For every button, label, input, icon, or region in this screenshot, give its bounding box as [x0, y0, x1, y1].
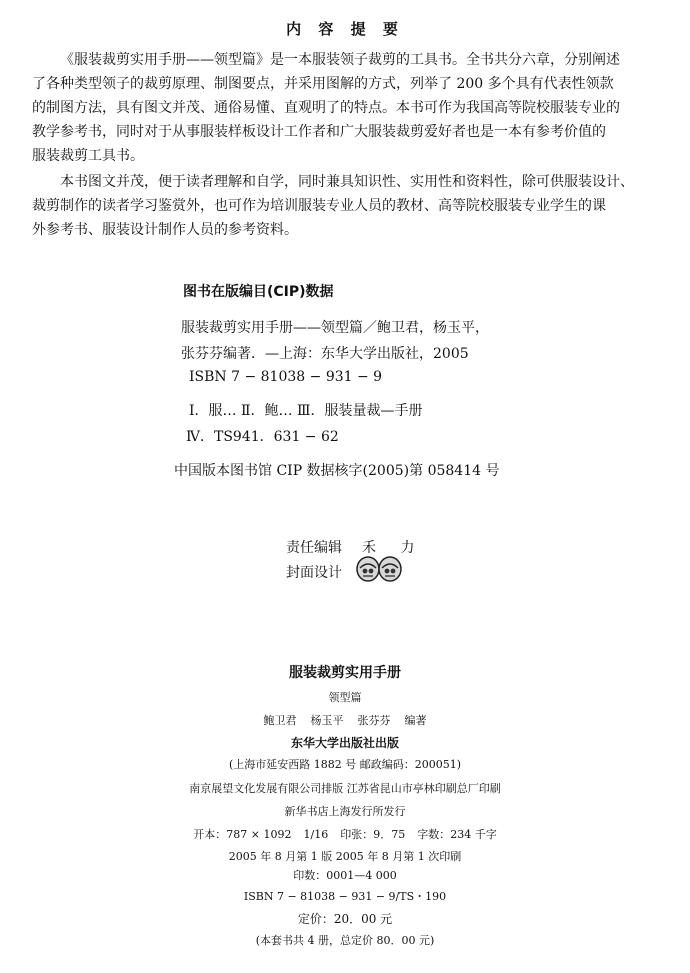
summary-p1-line: 服装裁剪工具书。 — [32, 148, 144, 164]
spec-sheets: 印张：9．75 — [340, 828, 406, 841]
cover-role: 封面设计 — [286, 565, 342, 581]
summary-p2-line: 本书图文并茂，便于读者理解和自学，同时兼具知识性、实用性和资料性，除可供服装设计、 — [60, 174, 634, 190]
summary-p2-line: 外参考书、服装设计制作人员的参考资料。 — [32, 222, 298, 238]
summary-heading: 内 容 提 要 — [286, 20, 404, 38]
summary-p2-line: 裁剪制作的读者学习鉴赏外，也可作为培训服装专业人员的教材、高等院校服装专业学生的课 — [32, 198, 606, 214]
cover-designer-logo-icon — [354, 554, 406, 584]
colophon-printing: 南京展望文化发展有限公司排版 江苏省昆山市亭林印刷总厂印刷 — [189, 782, 501, 795]
cip-title-line: 服装裁剪实用手册——领型篇／鲍卫君，杨玉平， — [181, 320, 489, 336]
editor-name: 禾 力 — [362, 540, 425, 556]
spec-size: 1/16 — [303, 828, 329, 841]
colophon-specs — [0, 826, 690, 842]
colophon-subtitle: 领型篇 — [328, 691, 362, 704]
cip-subject-line: Ⅰ．服… Ⅱ．鲍… Ⅲ．服装量裁—手册 — [189, 403, 423, 419]
spec-wordcount: 字数：234 千字 — [417, 828, 497, 841]
summary-p1-line: 《服装裁剪实用手册——领型篇》是一本服装领子裁剪的工具书。全书共分六章，分别阐述 — [60, 52, 620, 68]
summary-paragraph-2 — [32, 170, 668, 242]
cip-record-number: 中国版本图书馆 CIP 数据核字(2005)第 058414 号 — [174, 463, 500, 479]
summary-p1-line: 教学参考书，同时对于从事服装样板设计工作者和广大服装裁剪爱好者也是一本有参考价值的 — [32, 124, 606, 140]
colophon-edition: 2005 年 8 月第 1 版 2005 年 8 月第 1 次印刷 — [228, 850, 462, 863]
summary-p1-line: 了各种类型领子的裁剪原理、制图要点，并采用图解的方式，列举了 200 多个具有代表性领款 — [32, 76, 614, 92]
colophon-address: (上海市延安西路 1882 号 邮政编码：200051) — [228, 758, 462, 771]
cip-publisher-line: 张芬芬编著．—上海：东华大学出版社，2005 — [181, 346, 469, 362]
cip-isbn-line: ISBN 7 − 81038 − 931 − 9 — [189, 369, 383, 385]
summary-paragraph-1 — [32, 48, 668, 168]
colophon-print-run: 印数：0001—4 000 — [293, 869, 397, 882]
colophon-price: 定价：20．00 元 — [297, 912, 393, 926]
cover-design-credit — [286, 562, 350, 582]
cip-heading: 图书在版编目(CIP)数据 — [183, 284, 334, 300]
colophon-authors — [0, 712, 690, 728]
editor-role: 责任编辑 — [286, 540, 342, 556]
summary-p1-line: 的制图方法，具有图文并茂、通俗易懂、直观明了的特点。本书可作为我国高等院校服装专业的 — [32, 100, 620, 116]
colophon-set-note: (本套书共 4 册，总定价 80．00 元) — [255, 934, 435, 947]
spec-format: 开本：787 × 1092 — [193, 828, 292, 841]
author-role: 编著 — [404, 714, 427, 727]
colophon-title: 服装裁剪实用手册 — [289, 665, 401, 681]
colophon-isbn: ISBN 7 − 81038 − 931 − 9/TS・190 — [243, 890, 447, 903]
author-name: 鲍卫君 — [263, 714, 297, 727]
author-name: 杨玉平 — [310, 714, 344, 727]
cip-classification-line: Ⅳ．TS941．631 − 62 — [186, 429, 339, 445]
colophon-publisher: 东华大学出版社出版 — [290, 736, 399, 750]
author-name: 张芬芬 — [357, 714, 391, 727]
colophon-distribution: 新华书店上海发行所发行 — [284, 805, 406, 818]
